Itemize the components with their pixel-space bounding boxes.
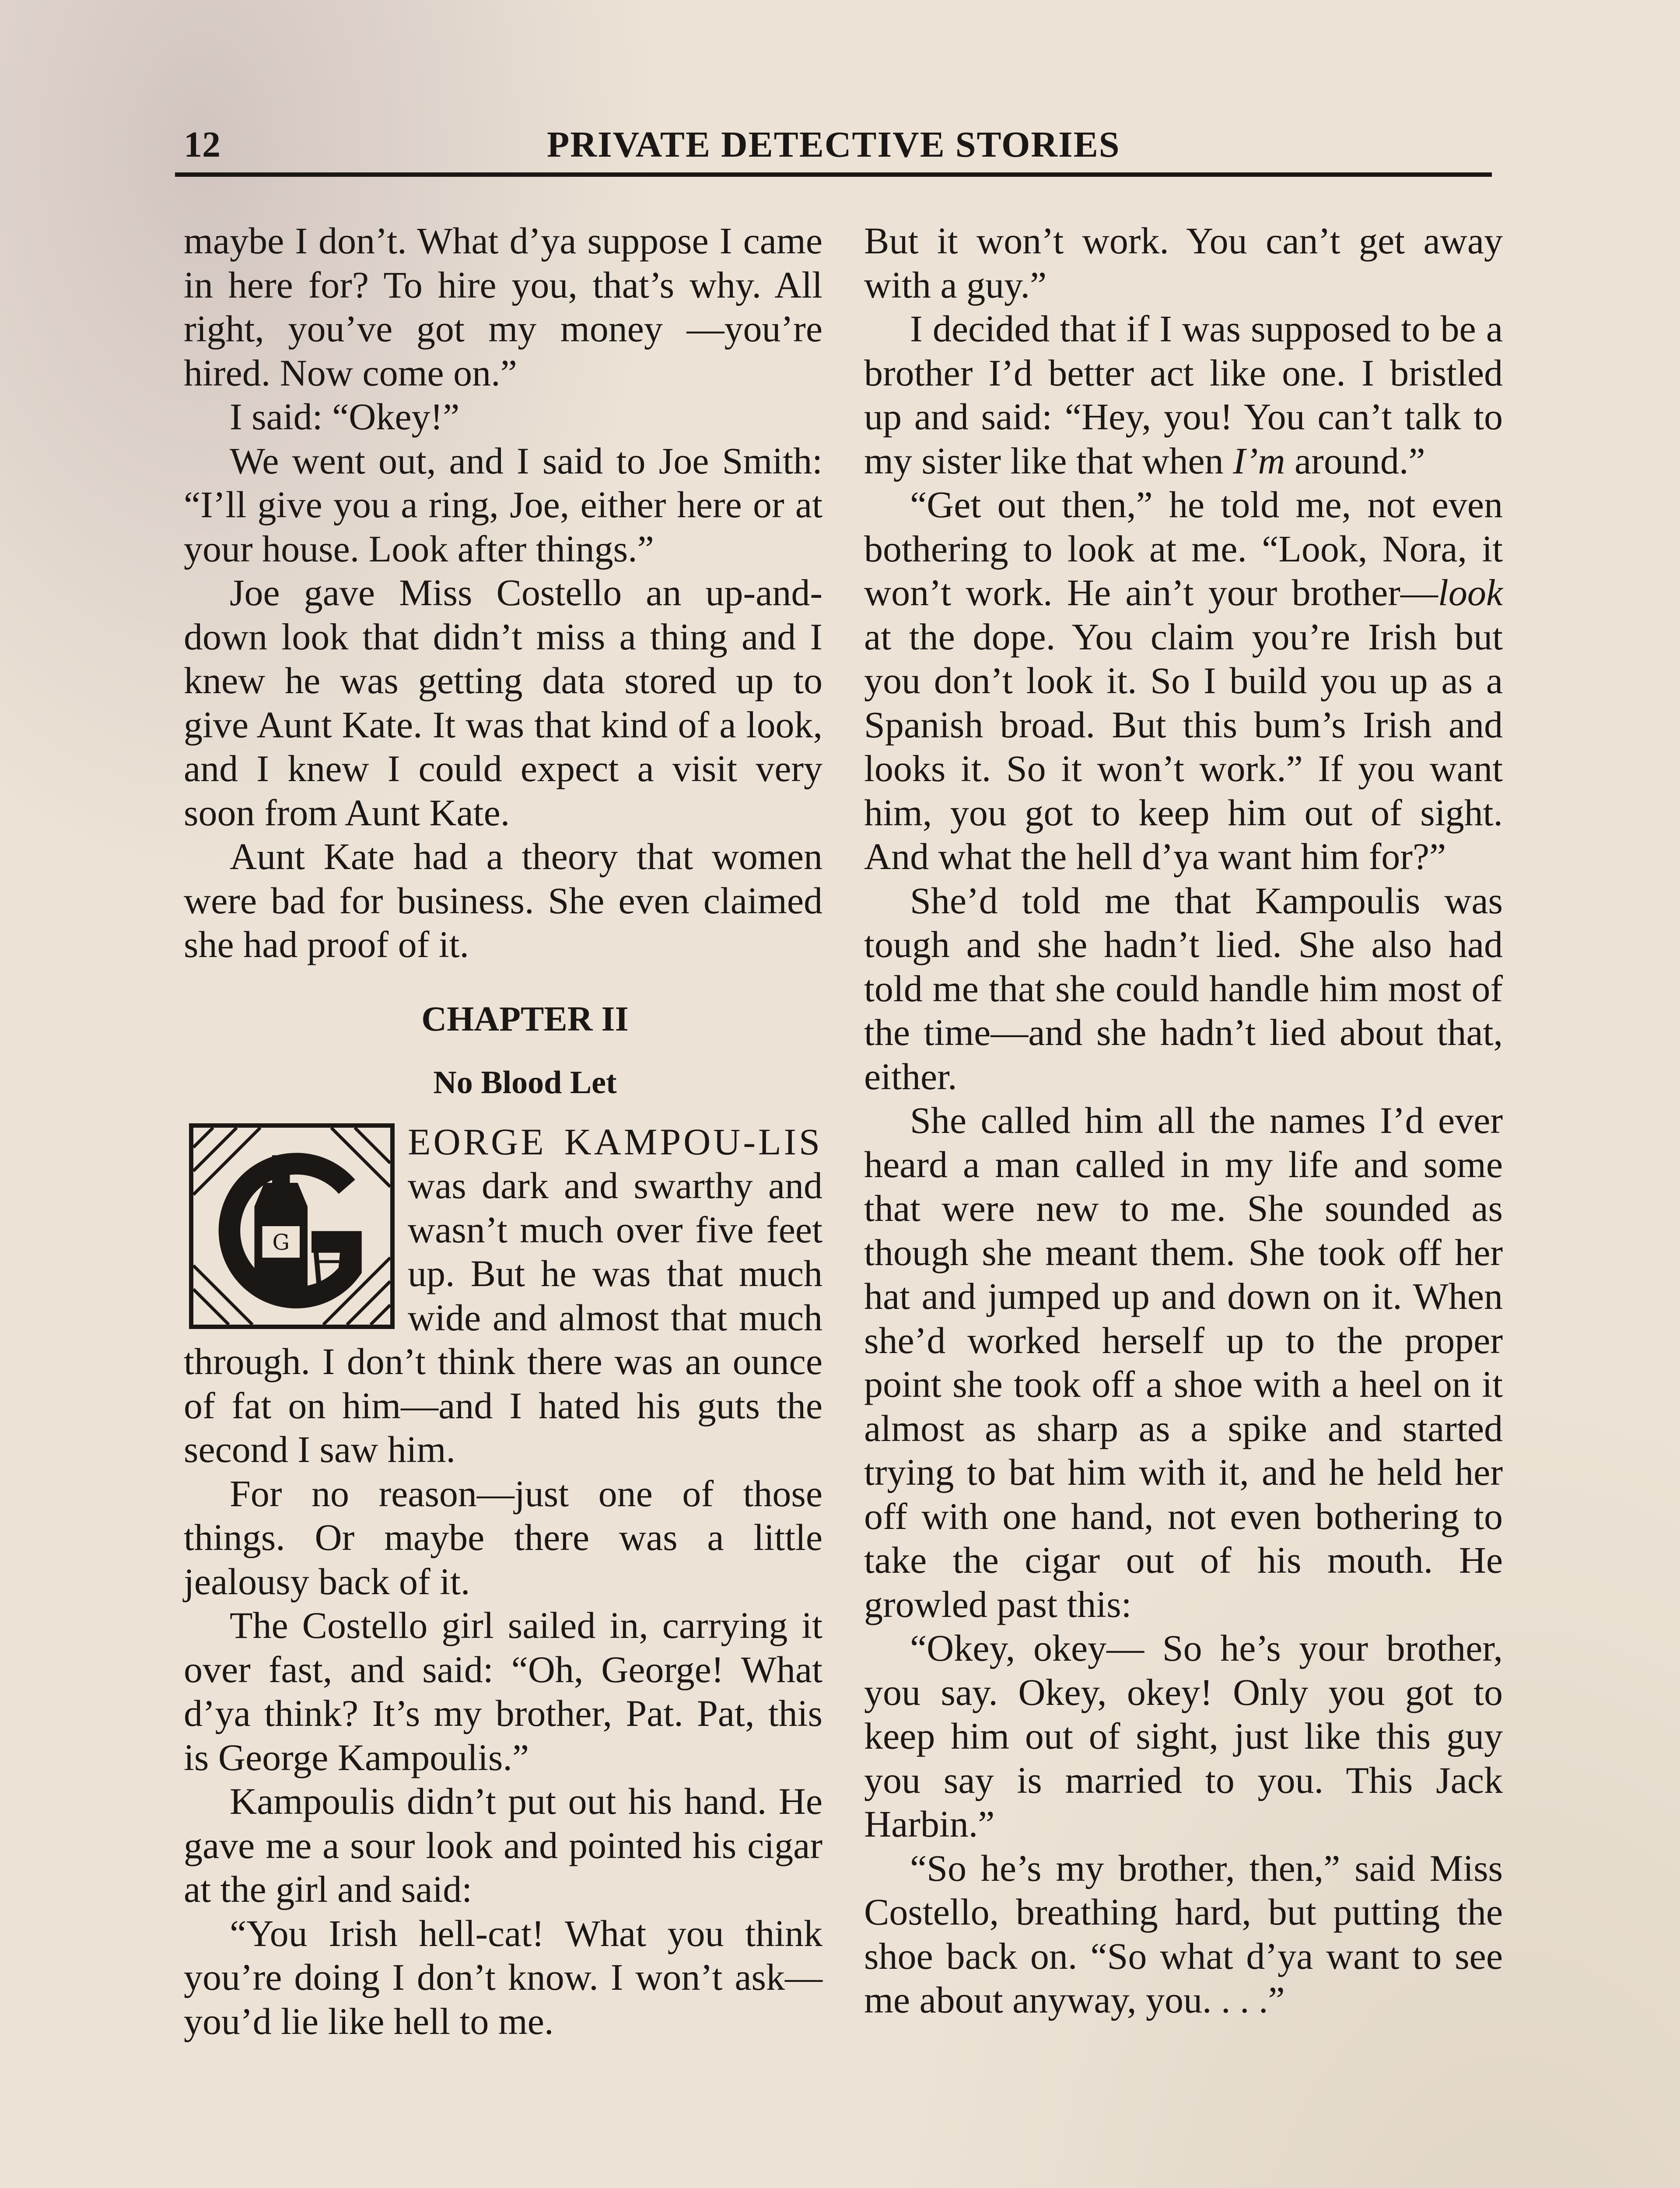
paragraph: She called him all the names I’d ever heard a man called in my life and some that were new to me. She sounded as though she meant them. She took off her hat and jumped up and down on it. When she’d worked herself up to the proper point she took off a shoe with a heel on it almost as sharp as a spike and started trying to bat him with it, and he held her off with one hand, not even bothering to take the cigar out of his mouth. He growled past this: bbox=[864, 1099, 1503, 1625]
page-header bbox=[184, 118, 1496, 171]
paragraph bbox=[864, 483, 1503, 879]
paragraph: Joe gave Miss Costello an up-and-down look that didn’t miss a thing and I knew he was getting data stored up to give Aunt Kate. It was that kind of a look, and I knew I could expect a visit very soon from Aunt Kate. bbox=[184, 572, 822, 834]
paragraph-text: I decided that if I was supposed to be a brother I’d better act like one. I bristled up and said: “Hey, you! You can’t talk to my sister like that when bbox=[864, 308, 1503, 482]
paragraph: “You Irish hell-cat! What you think you’re doing I don’t know. I won’t ask—you’d lie like hell to me. bbox=[184, 1912, 822, 2042]
header-rule bbox=[175, 172, 1492, 177]
chapter-subtitle: No Blood Let bbox=[433, 1064, 617, 1101]
svg-text:G: G bbox=[272, 1229, 290, 1255]
paragraph: “Okey, okey— So he’s your brother, you say. Okey, okey! Only you got to keep him out of sight, just like this guy you say is married to you. This Jack Harbin.” bbox=[864, 1627, 1503, 1845]
paragraph-text: was dark and swarthy and wasn’t much over five feet up. But he was that much wide and almost that much through. I don’t think there was an ounce of fat on him—and I hated his guts the second I saw him. bbox=[184, 1164, 822, 1470]
chapter-opening-words: EORGE KAMPOU-LIS bbox=[408, 1120, 822, 1163]
paragraph-text: around.” bbox=[1285, 439, 1425, 482]
dropcap-illustration bbox=[189, 1123, 395, 1329]
paragraph: She’d told me that Kampoulis was tough and she hadn’t lied. She also had told me that she could handle him most of the time—and she hadn’t lied about that, either. bbox=[864, 879, 1503, 1098]
paragraph: But it won’t work. You can’t get away with a guy.” bbox=[864, 220, 1503, 306]
italic-text: I’m bbox=[1233, 439, 1285, 482]
bottle-and-glass-icon bbox=[193, 1128, 390, 1325]
paragraph bbox=[864, 307, 1503, 483]
paragraph: The Costello girl sailed in, carrying it over fast, and said: “Oh, George! What d’ya think? It’s my brother, Pat. Pat, this is George Kampoulis.” bbox=[184, 1604, 822, 1778]
paragraph: We went out, and I said to Joe Smith: “I’ll give you a ring, Joe, either here or at your house. Look after things.” bbox=[184, 439, 822, 570]
italic-text: look bbox=[1438, 572, 1503, 614]
paragraph-text: at the dope. You claim you’re Irish but you don’t look it. So I build you up as a Spanish broad. But this bum’s Irish and looks it. So it won’t work.” If you want him, you got to keep him out of sight. And what the hell d’ya want him for?” bbox=[864, 615, 1503, 877]
paragraph-text: “Get out then,” he told me, not even bothering to look at me. “Look, Nora, it won’t work. He ain’t your brother— bbox=[864, 484, 1503, 614]
chapter-heading: CHAPTER II bbox=[421, 999, 629, 1038]
paragraph: I said: “Okey!” bbox=[230, 396, 460, 438]
paragraph: Kampoulis didn’t put out his hand. He gave me a sour look and pointed his cigar at the girl and said: bbox=[184, 1780, 822, 1910]
page-number: 12 bbox=[184, 124, 220, 165]
paragraph-with-dropcap bbox=[184, 1120, 822, 1472]
running-title: PRIVATE DETECTIVE STORIES bbox=[547, 124, 1120, 165]
paragraph: For no reason—just one of those things. Or maybe there was a little jealousy back of it. bbox=[184, 1472, 822, 1602]
paragraph: “So he’s my brother, then,” said Miss Costello, breathing hard, but putting the shoe back on. “So what d’ya want to see me about anyway, you. . . .” bbox=[864, 1847, 1503, 2021]
left-column bbox=[184, 219, 822, 2043]
paragraph: maybe I don’t. What d’ya suppose I came in here for? To hire you, that’s why. All right, you’ve got my money —you’re hired. Now come on.” bbox=[184, 220, 822, 394]
right-column bbox=[864, 219, 1503, 2022]
paragraph: Aunt Kate had a theory that women were bad for business. She even claimed she had proof of it. bbox=[184, 835, 822, 965]
